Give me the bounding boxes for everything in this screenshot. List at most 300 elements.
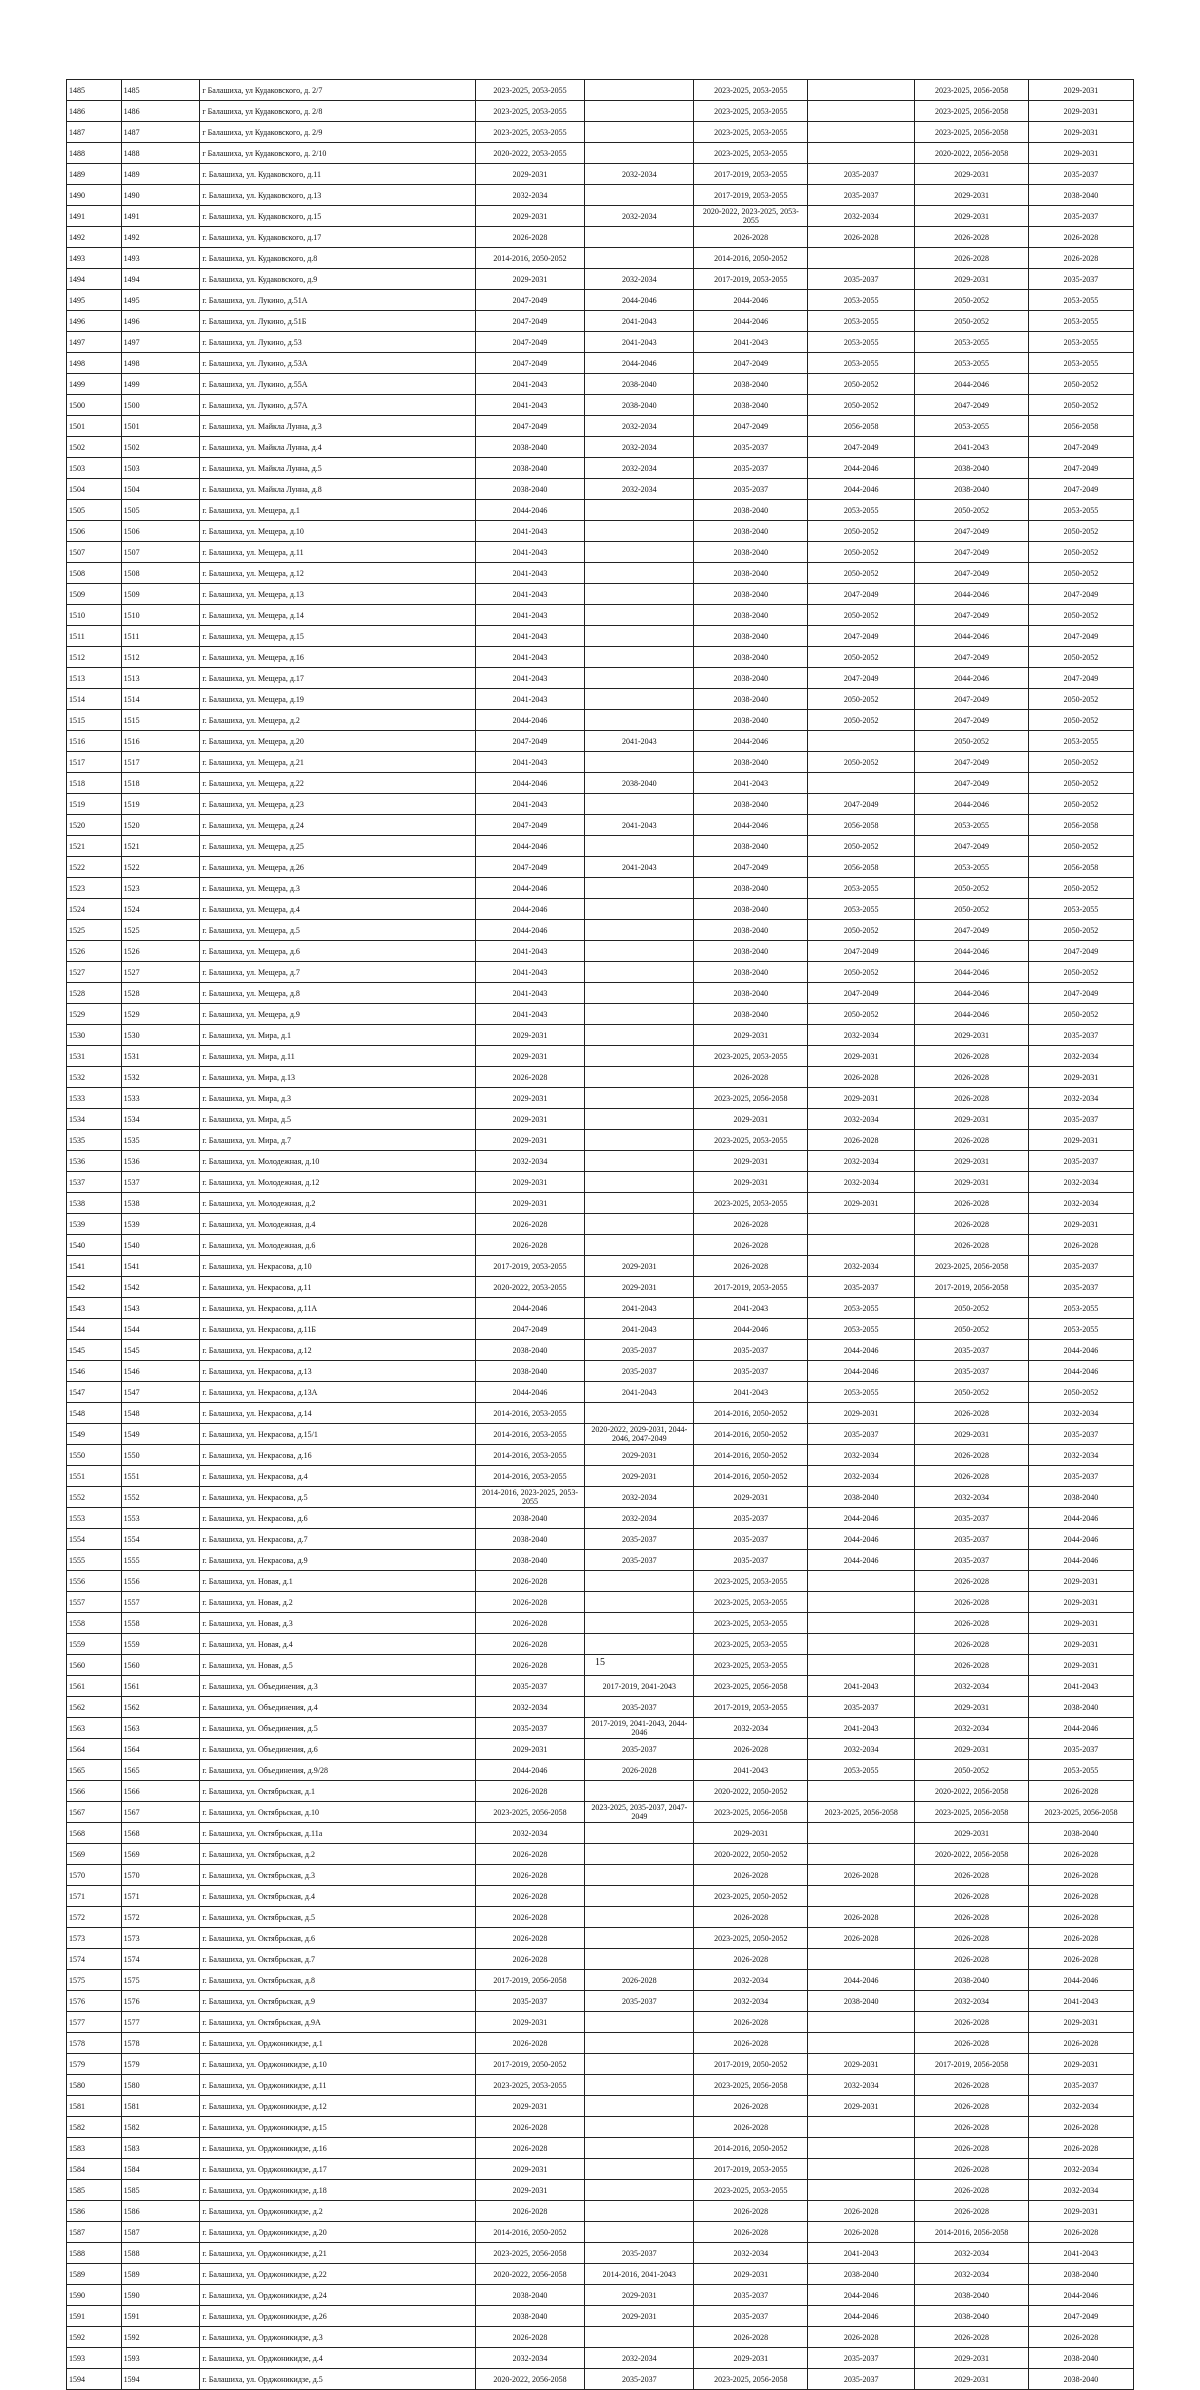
row-number-cell: 1585	[67, 2180, 122, 2201]
period-cell-4: 2050-2052	[808, 836, 915, 857]
period-cell-6: 2050-2052	[1028, 1382, 1133, 1403]
period-cell-4: 2050-2052	[808, 605, 915, 626]
period-cell-5: 2017-2019, 2056-2058	[915, 2054, 1029, 2075]
period-cell-2	[585, 122, 694, 143]
record-id-cell: 1587	[121, 2222, 200, 2243]
period-cell-6: 2032-2034	[1028, 2180, 1133, 2201]
period-cell-2: 2029-2031	[585, 1256, 694, 1277]
period-cell-4	[808, 1592, 915, 1613]
period-cell-5: 2026-2028	[915, 1235, 1029, 1256]
period-cell-4: 2053-2055	[808, 311, 915, 332]
period-cell-5: 2050-2052	[915, 500, 1029, 521]
period-cell-2	[585, 1025, 694, 1046]
record-id-cell: 1523	[121, 878, 200, 899]
period-cell-5: 2026-2028	[915, 1193, 1029, 1214]
period-cell-1: 2041-2043	[475, 542, 584, 563]
period-cell-1: 2029-2031	[475, 2180, 584, 2201]
record-id-cell: 1545	[121, 1340, 200, 1361]
period-cell-4: 2032-2034	[808, 1151, 915, 1172]
row-number-cell: 1568	[67, 1823, 122, 1844]
period-cell-2: 2041-2043	[585, 857, 694, 878]
table-row	[67, 1907, 1134, 1928]
period-cell-6: 2035-2037	[1028, 1109, 1133, 1130]
period-cell-1: 2047-2049	[475, 332, 584, 353]
table-row	[67, 143, 1134, 164]
address-cell: г. Балашиха, ул. Новая, д.1	[200, 1571, 475, 1592]
table-row	[67, 2054, 1134, 2075]
period-cell-3: 2035-2037	[694, 437, 808, 458]
period-cell-1: 2017-2019, 2056-2058	[475, 1970, 584, 1991]
period-cell-2: 2032-2034	[585, 1508, 694, 1529]
address-cell: г. Балашиха, ул. Орджоникидзе, д.22	[200, 2264, 475, 2285]
period-cell-1: 2026-2028	[475, 1235, 584, 1256]
period-cell-4: 2035-2037	[808, 1697, 915, 1718]
address-cell: г. Балашиха, ул. Мещера, д.1	[200, 500, 475, 521]
period-cell-6: 2035-2037	[1028, 2075, 1133, 2096]
period-cell-4: 2050-2052	[808, 689, 915, 710]
period-cell-2: 2032-2034	[585, 479, 694, 500]
address-cell: г Балашиха, ул Кудаковского, д. 2/8	[200, 101, 475, 122]
row-number-cell: 1525	[67, 920, 122, 941]
period-cell-1: 2026-2028	[475, 1613, 584, 1634]
table-row	[67, 2201, 1134, 2222]
period-cell-6: 2029-2031	[1028, 1634, 1133, 1655]
table-row	[67, 1865, 1134, 1886]
table-row	[67, 2285, 1134, 2306]
period-cell-1: 2029-2031	[475, 1109, 584, 1130]
period-cell-3: 2026-2028	[694, 2117, 808, 2138]
period-cell-5: 2044-2046	[915, 794, 1029, 815]
row-number-cell: 1572	[67, 1907, 122, 1928]
period-cell-2	[585, 521, 694, 542]
period-cell-5: 2050-2052	[915, 290, 1029, 311]
period-cell-3: 2017-2019, 2053-2055	[694, 1277, 808, 1298]
period-cell-1: 2017-2019, 2050-2052	[475, 2054, 584, 2075]
period-cell-3: 2026-2028	[694, 2327, 808, 2348]
period-cell-6: 2047-2049	[1028, 2306, 1133, 2327]
period-cell-6: 2050-2052	[1028, 773, 1133, 794]
period-cell-4	[808, 1844, 915, 1865]
period-cell-6: 2026-2028	[1028, 1865, 1133, 1886]
row-number-cell: 1549	[67, 1424, 122, 1445]
table-row	[67, 479, 1134, 500]
row-number-cell: 1511	[67, 626, 122, 647]
period-cell-1: 2041-2043	[475, 647, 584, 668]
record-id-cell: 1526	[121, 941, 200, 962]
row-number-cell: 1571	[67, 1886, 122, 1907]
period-cell-3: 2029-2031	[694, 2348, 808, 2369]
table-row	[67, 1697, 1134, 1718]
period-cell-3: 2026-2028	[694, 1739, 808, 1760]
period-cell-5: 2047-2049	[915, 710, 1029, 731]
period-cell-3: 2032-2034	[694, 2243, 808, 2264]
address-cell: г. Балашиха, ул. Кудаковского, д.15	[200, 206, 475, 227]
record-id-cell: 1578	[121, 2033, 200, 2054]
row-number-cell: 1557	[67, 1592, 122, 1613]
period-cell-4	[808, 2012, 915, 2033]
period-cell-4	[808, 248, 915, 269]
period-cell-5: 2020-2022, 2056-2058	[915, 1781, 1029, 1802]
record-id-cell: 1571	[121, 1886, 200, 1907]
table-row	[67, 1592, 1134, 1613]
row-number-cell: 1554	[67, 1529, 122, 1550]
period-cell-1: 2041-2043	[475, 521, 584, 542]
row-number-cell: 1499	[67, 374, 122, 395]
record-id-cell: 1521	[121, 836, 200, 857]
row-number-cell: 1538	[67, 1193, 122, 1214]
period-cell-6: 2044-2046	[1028, 1340, 1133, 1361]
address-cell: г. Балашиха, ул. Октябрьская, д.1	[200, 1781, 475, 1802]
period-cell-4: 2035-2037	[808, 185, 915, 206]
period-cell-5: 2026-2028	[915, 227, 1029, 248]
period-cell-5: 2047-2049	[915, 542, 1029, 563]
period-cell-3: 2023-2025, 2053-2055	[694, 1571, 808, 1592]
record-id-cell: 1538	[121, 1193, 200, 1214]
address-cell: г. Балашиха, ул. Объединения, д.4	[200, 1697, 475, 1718]
period-cell-2	[585, 2012, 694, 2033]
period-cell-2	[585, 1613, 694, 1634]
period-cell-4: 2041-2043	[808, 1718, 915, 1739]
period-cell-6: 2035-2037	[1028, 206, 1133, 227]
period-cell-3: 2038-2040	[694, 647, 808, 668]
period-cell-1: 2041-2043	[475, 668, 584, 689]
period-cell-5: 2044-2046	[915, 1004, 1029, 1025]
address-cell: г. Балашиха, ул. Мещера, д.19	[200, 689, 475, 710]
row-number-cell: 1566	[67, 1781, 122, 1802]
period-cell-6: 2044-2046	[1028, 1718, 1133, 1739]
table-row	[67, 941, 1134, 962]
row-number-cell: 1517	[67, 752, 122, 773]
period-cell-5: 2029-2031	[915, 269, 1029, 290]
period-cell-3: 2035-2037	[694, 1550, 808, 1571]
table-row	[67, 269, 1134, 290]
period-cell-5: 2047-2049	[915, 563, 1029, 584]
period-cell-3: 2017-2019, 2053-2055	[694, 2159, 808, 2180]
row-number-cell: 1581	[67, 2096, 122, 2117]
period-cell-4: 2032-2034	[808, 1445, 915, 1466]
period-cell-3: 2029-2031	[694, 1151, 808, 1172]
period-cell-3: 2023-2025, 2050-2052	[694, 1886, 808, 1907]
period-cell-6: 2047-2049	[1028, 668, 1133, 689]
row-number-cell: 1495	[67, 290, 122, 311]
period-cell-4	[808, 143, 915, 164]
period-cell-2	[585, 2180, 694, 2201]
period-cell-2	[585, 899, 694, 920]
record-id-cell: 1536	[121, 1151, 200, 1172]
period-cell-4: 2026-2028	[808, 1130, 915, 1151]
period-cell-2: 2020-2022, 2029-2031, 2044-2046, 2047-2049	[585, 1424, 694, 1445]
period-cell-1: 2041-2043	[475, 941, 584, 962]
address-cell: г. Балашиха, ул. Некрасова, д.13	[200, 1361, 475, 1382]
period-cell-1: 2041-2043	[475, 794, 584, 815]
record-id-cell: 1551	[121, 1466, 200, 1487]
period-cell-3: 2035-2037	[694, 2285, 808, 2306]
period-cell-1: 2041-2043	[475, 563, 584, 584]
record-id-cell: 1588	[121, 2243, 200, 2264]
period-cell-2: 2017-2019, 2041-2043, 2044-2046	[585, 1718, 694, 1739]
table-row	[67, 542, 1134, 563]
row-number-cell: 1544	[67, 1319, 122, 1340]
period-cell-2: 2035-2037	[585, 1340, 694, 1361]
period-cell-6: 2029-2031	[1028, 101, 1133, 122]
period-cell-2	[585, 689, 694, 710]
table-row	[67, 1970, 1134, 1991]
period-cell-2	[585, 1004, 694, 1025]
address-cell: г. Балашиха, ул. Октябрьская, д.6	[200, 1928, 475, 1949]
period-cell-2	[585, 542, 694, 563]
table-row	[67, 1298, 1134, 1319]
period-cell-5: 2026-2028	[915, 1634, 1029, 1655]
table-row	[67, 122, 1134, 143]
period-cell-4: 2050-2052	[808, 962, 915, 983]
period-cell-3: 2023-2025, 2056-2058	[694, 2075, 808, 2096]
period-cell-4: 2053-2055	[808, 500, 915, 521]
address-cell: г. Балашиха, ул. Майкла Лунна, д.3	[200, 416, 475, 437]
period-cell-2: 2032-2034	[585, 416, 694, 437]
period-cell-4: 2035-2037	[808, 1277, 915, 1298]
address-cell: г. Балашиха, ул. Орджоникидзе, д.24	[200, 2285, 475, 2306]
period-cell-1: 2023-2025, 2053-2055	[475, 80, 584, 101]
row-number-cell: 1556	[67, 1571, 122, 1592]
period-cell-3: 2047-2049	[694, 353, 808, 374]
period-cell-5: 2044-2046	[915, 962, 1029, 983]
period-cell-6: 2047-2049	[1028, 458, 1133, 479]
period-cell-5: 2026-2028	[915, 248, 1029, 269]
record-id-cell: 1582	[121, 2117, 200, 2138]
period-cell-4: 2044-2046	[808, 1529, 915, 1550]
period-cell-5: 2026-2028	[915, 1907, 1029, 1928]
address-cell: г. Балашиха, ул. Некрасова, д.13А	[200, 1382, 475, 1403]
period-cell-2: 2035-2037	[585, 1739, 694, 1760]
period-cell-3: 2023-2025, 2050-2052	[694, 1928, 808, 1949]
record-id-cell: 1511	[121, 626, 200, 647]
record-id-cell: 1508	[121, 563, 200, 584]
row-number-cell: 1589	[67, 2264, 122, 2285]
period-cell-3: 2038-2040	[694, 500, 808, 521]
period-cell-5: 2029-2031	[915, 1172, 1029, 1193]
period-cell-4: 2041-2043	[808, 2243, 915, 2264]
period-cell-2	[585, 2159, 694, 2180]
row-number-cell: 1561	[67, 1676, 122, 1697]
period-cell-3: 2023-2025, 2053-2055	[694, 80, 808, 101]
document-page	[66, 79, 1134, 2390]
period-cell-3: 2026-2028	[694, 1214, 808, 1235]
period-cell-3: 2038-2040	[694, 836, 808, 857]
period-cell-4	[808, 1235, 915, 1256]
row-number-cell: 1553	[67, 1508, 122, 1529]
period-cell-4: 2029-2031	[808, 2054, 915, 2075]
period-cell-6: 2026-2028	[1028, 2138, 1133, 2159]
period-cell-5: 2050-2052	[915, 1760, 1029, 1781]
period-cell-5: 2026-2028	[915, 2201, 1029, 2222]
period-cell-2: 2032-2034	[585, 164, 694, 185]
period-cell-6: 2026-2028	[1028, 1907, 1133, 1928]
period-cell-5: 2020-2022, 2056-2058	[915, 143, 1029, 164]
period-cell-2	[585, 584, 694, 605]
period-cell-3: 2017-2019, 2053-2055	[694, 269, 808, 290]
period-cell-6: 2032-2034	[1028, 1193, 1133, 1214]
period-cell-3: 2038-2040	[694, 941, 808, 962]
row-number-cell: 1569	[67, 1844, 122, 1865]
period-cell-5: 2029-2031	[915, 1025, 1029, 1046]
period-cell-2	[585, 605, 694, 626]
period-cell-4: 2044-2046	[808, 2285, 915, 2306]
table-row	[67, 752, 1134, 773]
period-cell-3: 2023-2025, 2053-2055	[694, 101, 808, 122]
row-number-cell: 1531	[67, 1046, 122, 1067]
period-cell-6: 2053-2055	[1028, 500, 1133, 521]
period-cell-3: 2032-2034	[694, 1718, 808, 1739]
period-cell-5: 2032-2034	[915, 1718, 1029, 1739]
period-cell-4: 2047-2049	[808, 626, 915, 647]
table-row	[67, 1319, 1134, 1340]
record-id-cell: 1573	[121, 1928, 200, 1949]
period-cell-5: 2038-2040	[915, 458, 1029, 479]
period-cell-2: 2032-2034	[585, 269, 694, 290]
period-cell-2: 2035-2037	[585, 1697, 694, 1718]
period-cell-4: 2044-2046	[808, 1508, 915, 1529]
record-id-cell: 1516	[121, 731, 200, 752]
period-cell-5: 2026-2028	[915, 1928, 1029, 1949]
table-row	[67, 395, 1134, 416]
record-id-cell: 1548	[121, 1403, 200, 1424]
period-cell-3: 2026-2028	[694, 1235, 808, 1256]
address-cell: г. Балашиха, ул. Орджоникидзе, д.18	[200, 2180, 475, 2201]
period-cell-3: 2014-2016, 2050-2052	[694, 1403, 808, 1424]
period-cell-5: 2026-2028	[915, 1403, 1029, 1424]
period-cell-2: 2041-2043	[585, 1319, 694, 1340]
table-row	[67, 1025, 1134, 1046]
row-number-cell: 1502	[67, 437, 122, 458]
period-cell-5: 2014-2016, 2056-2058	[915, 2222, 1029, 2243]
row-number-cell: 1530	[67, 1025, 122, 1046]
address-cell: г. Балашиха, ул. Некрасова, д.11Б	[200, 1319, 475, 1340]
repair-schedule-table	[66, 79, 1134, 2390]
period-cell-3: 2044-2046	[694, 311, 808, 332]
period-cell-2	[585, 1403, 694, 1424]
record-id-cell: 1558	[121, 1613, 200, 1634]
period-cell-6: 2035-2037	[1028, 1739, 1133, 1760]
address-cell: г. Балашиха, ул. Октябрьская, д.5	[200, 1907, 475, 1928]
period-cell-1: 2038-2040	[475, 1361, 584, 1382]
address-cell: г. Балашиха, ул. Мещера, д.16	[200, 647, 475, 668]
period-cell-1: 2041-2043	[475, 752, 584, 773]
record-id-cell: 1570	[121, 1865, 200, 1886]
period-cell-6: 2032-2034	[1028, 2159, 1133, 2180]
record-id-cell: 1568	[121, 1823, 200, 1844]
record-id-cell: 1518	[121, 773, 200, 794]
period-cell-5: 2023-2025, 2056-2058	[915, 80, 1029, 101]
period-cell-2	[585, 983, 694, 1004]
row-number-cell: 1555	[67, 1550, 122, 1571]
period-cell-2: 2029-2031	[585, 2285, 694, 2306]
record-id-cell: 1490	[121, 185, 200, 206]
period-cell-3: 2032-2034	[694, 1970, 808, 1991]
period-cell-5: 2029-2031	[915, 1823, 1029, 1844]
record-id-cell: 1513	[121, 668, 200, 689]
period-cell-6: 2029-2031	[1028, 2054, 1133, 2075]
period-cell-4	[808, 101, 915, 122]
period-cell-3: 2026-2028	[694, 2033, 808, 2054]
period-cell-3: 2038-2040	[694, 395, 808, 416]
period-cell-3: 2029-2031	[694, 2264, 808, 2285]
row-number-cell: 1562	[67, 1697, 122, 1718]
record-id-cell: 1504	[121, 479, 200, 500]
table-row	[67, 857, 1134, 878]
address-cell: г. Балашиха, ул. Кудаковского, д.13	[200, 185, 475, 206]
address-cell: г. Балашиха, ул. Новая, д.5	[200, 1655, 475, 1676]
period-cell-6: 2035-2037	[1028, 164, 1133, 185]
address-cell: г. Балашиха, ул. Мира, д.11	[200, 1046, 475, 1067]
period-cell-6: 2041-2043	[1028, 1991, 1133, 2012]
record-id-cell: 1527	[121, 962, 200, 983]
period-cell-5: 2026-2028	[915, 2117, 1029, 2138]
period-cell-1: 2032-2034	[475, 1697, 584, 1718]
period-cell-3: 2038-2040	[694, 605, 808, 626]
period-cell-1: 2029-2031	[475, 1172, 584, 1193]
period-cell-3: 2035-2037	[694, 2306, 808, 2327]
period-cell-4: 2050-2052	[808, 1004, 915, 1025]
period-cell-4: 2032-2034	[808, 206, 915, 227]
table-row	[67, 248, 1134, 269]
period-cell-2: 2029-2031	[585, 1466, 694, 1487]
table-row	[67, 710, 1134, 731]
period-cell-2	[585, 668, 694, 689]
record-id-cell: 1507	[121, 542, 200, 563]
period-cell-5: 2047-2049	[915, 773, 1029, 794]
record-id-cell: 1493	[121, 248, 200, 269]
row-number-cell: 1591	[67, 2306, 122, 2327]
period-cell-1: 2038-2040	[475, 1529, 584, 1550]
table-row	[67, 1718, 1134, 1739]
table-row	[67, 332, 1134, 353]
period-cell-3: 2026-2028	[694, 1949, 808, 1970]
record-id-cell: 1564	[121, 1739, 200, 1760]
period-cell-6: 2029-2031	[1028, 1592, 1133, 1613]
table-row	[67, 920, 1134, 941]
period-cell-1: 2029-2031	[475, 164, 584, 185]
address-cell: г. Балашиха, ул. Орджоникидзе, д.4	[200, 2348, 475, 2369]
period-cell-1: 2026-2028	[475, 2117, 584, 2138]
period-cell-1: 2047-2049	[475, 311, 584, 332]
record-id-cell: 1552	[121, 1487, 200, 1508]
record-id-cell: 1542	[121, 1277, 200, 1298]
address-cell: г. Балашиха, ул. Орджоникидзе, д.15	[200, 2117, 475, 2138]
record-id-cell: 1503	[121, 458, 200, 479]
row-number-cell: 1594	[67, 2369, 122, 2390]
period-cell-4: 2050-2052	[808, 647, 915, 668]
table-row	[67, 1928, 1134, 1949]
period-cell-4: 2038-2040	[808, 2264, 915, 2285]
address-cell: г. Балашиха, ул. Мещера, д.13	[200, 584, 475, 605]
period-cell-6: 2038-2040	[1028, 2264, 1133, 2285]
period-cell-4: 2032-2034	[808, 1172, 915, 1193]
row-number-cell: 1534	[67, 1109, 122, 1130]
period-cell-5: 2038-2040	[915, 2306, 1029, 2327]
address-cell: г. Балашиха, ул. Новая, д.4	[200, 1634, 475, 1655]
period-cell-1: 2029-2031	[475, 1130, 584, 1151]
period-cell-6: 2026-2028	[1028, 2117, 1133, 2138]
period-cell-5: 2047-2049	[915, 752, 1029, 773]
record-id-cell: 1529	[121, 1004, 200, 1025]
address-cell: г. Балашиха, ул. Мещера, д.14	[200, 605, 475, 626]
period-cell-1: 2029-2031	[475, 2096, 584, 2117]
period-cell-2	[585, 1886, 694, 1907]
row-number-cell: 1545	[67, 1340, 122, 1361]
row-number-cell: 1513	[67, 668, 122, 689]
period-cell-3: 2035-2037	[694, 1340, 808, 1361]
period-cell-2	[585, 101, 694, 122]
